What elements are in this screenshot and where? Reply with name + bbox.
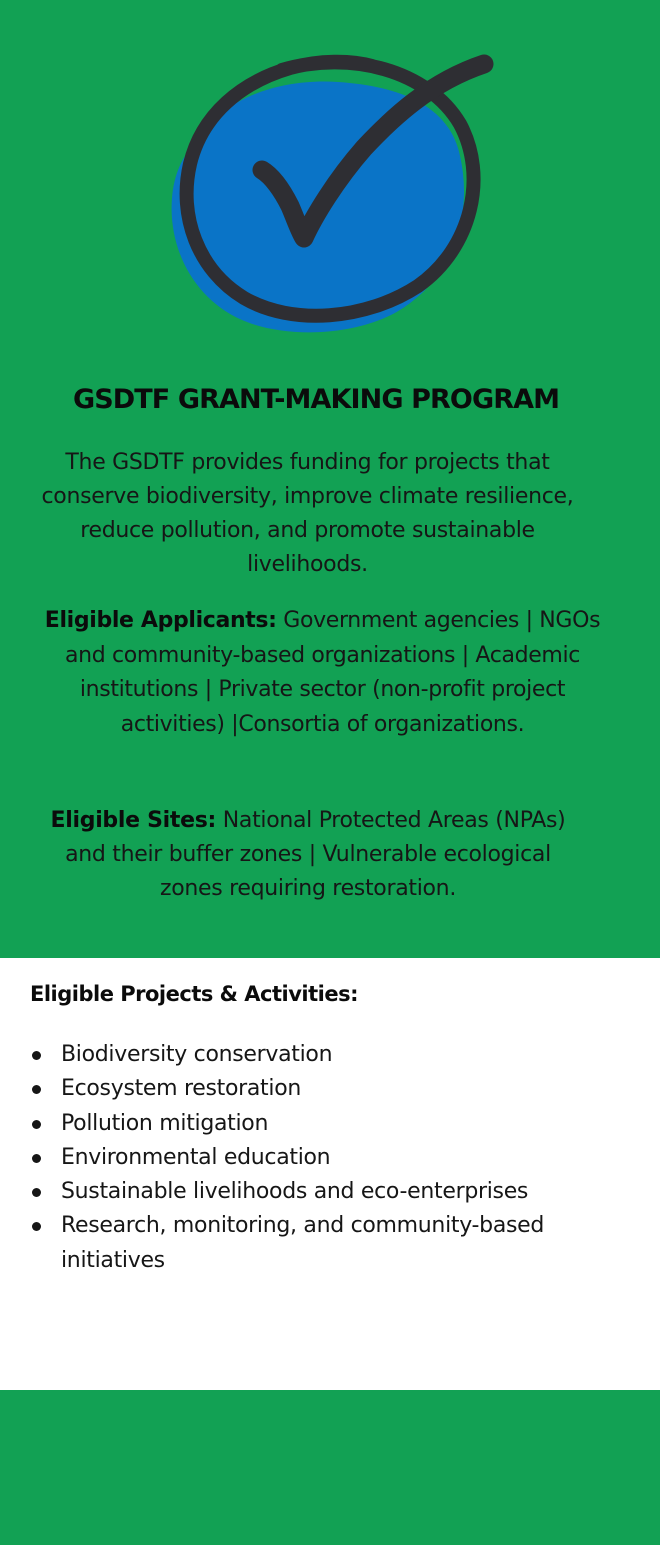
footer-band: [0, 1390, 660, 1545]
eligible-applicants-text: Government agencies | NGOs and community-based organizations | Academic institutions | Private sector (non-profit project activities) |Consortia of organizations.: [64, 608, 601, 737]
checkmark-circle-icon: [160, 48, 500, 340]
list-item: Ecosystem restoration: [30, 1072, 590, 1106]
eligible-applicants-label: Eligible Applicants:: [44, 608, 277, 633]
eligible-projects-list: [30, 1038, 590, 1278]
eligible-projects-section: [0, 958, 660, 1390]
program-title: GSDTF GRANT-MAKING PROGRAM: [72, 384, 560, 415]
list-item: Research, monitoring, and community-based initiatives: [30, 1209, 590, 1278]
eligible-applicants: [40, 604, 605, 742]
eligible-projects-heading: Eligible Projects & Activities:: [30, 982, 358, 1006]
list-item: Biodiversity conservation: [30, 1038, 590, 1072]
list-item: Sustainable livelihoods and eco-enterprises: [30, 1175, 590, 1209]
list-item: Pollution mitigation: [30, 1107, 590, 1141]
program-intro: The GSDTF provides funding for projects that conserve biodiversity, improve climate resilience, reduce pollution, and promote sustainable livelihoods.: [41, 450, 574, 577]
eligible-sites: [32, 804, 584, 906]
eligible-sites-label: Eligible Sites:: [50, 808, 217, 833]
list-item: Environmental education: [30, 1141, 590, 1175]
eligible-sites-text: National Protected Areas (NPAs) and their buffer zones | Vulnerable ecological zones requiring restoration.: [65, 808, 566, 901]
